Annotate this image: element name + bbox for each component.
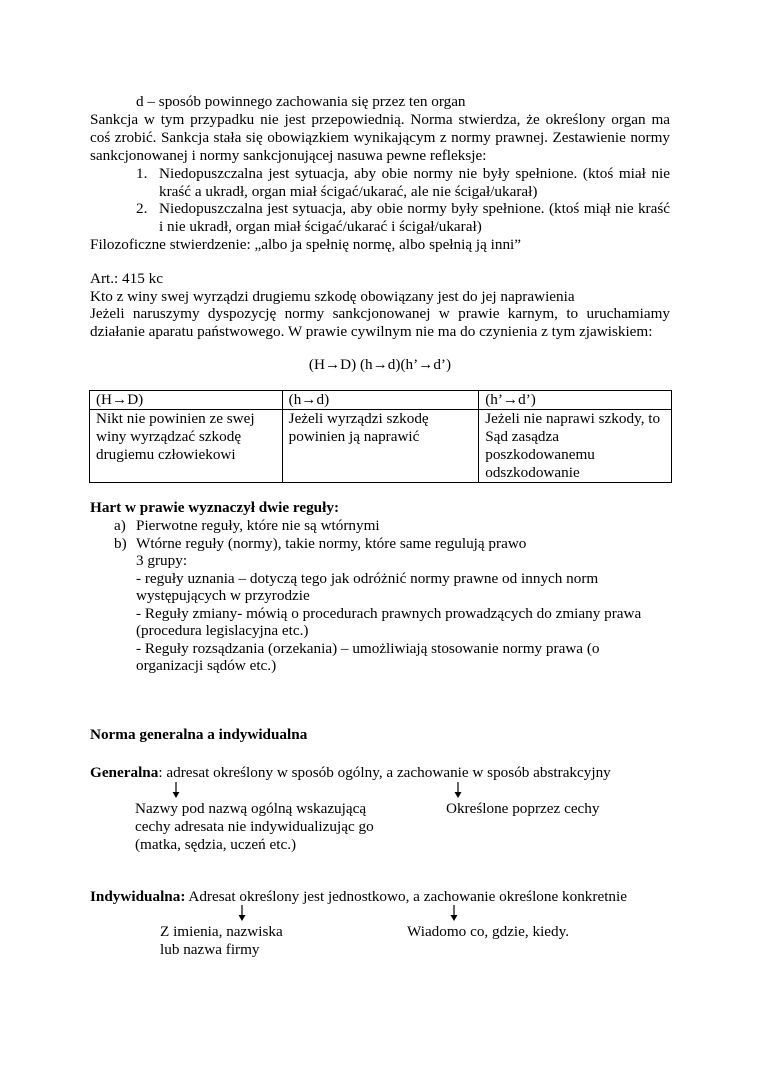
d-line: d – sposób powinnego zachowania się przez ten organ: [136, 93, 466, 110]
norm-table: [89, 390, 672, 483]
generalna-text: : adresat określony w sposób ogólny, a zachowanie w sposób abstrakcyjny: [158, 764, 611, 781]
down-arrow-icon: [171, 782, 181, 800]
hart-sub-line: występujących w przyrodzie: [136, 587, 310, 604]
indywidualna-label: Indywidualna:: [90, 888, 186, 905]
down-arrow-icon: [237, 905, 247, 923]
norma-heading: Norma generalna a indywidualna: [90, 726, 308, 743]
article-ref: Art.: 415 kc: [90, 270, 163, 287]
cell-line: drugiemu człowiekowi: [96, 446, 236, 463]
hart-sub-line: organizacji sądów etc.): [136, 657, 277, 674]
indywidualna-left-line: Z imienia, nazwiska: [160, 923, 283, 940]
article-line: Jeżeli naruszymy dyspozycję normy sankcjonowanej w prawie karnym, to uruchamiamy: [90, 305, 670, 322]
generalna-right: Określone poprzez cechy: [446, 800, 600, 817]
hart-heading: Hart w prawie wyznaczył dwie reguły:: [90, 499, 339, 516]
table-cell: [90, 410, 283, 483]
generalna-line: [90, 764, 611, 782]
article-paragraph: [90, 305, 670, 341]
philosophy-line: Filozoficzne stwierdzenie: „albo ja spełnię normę, albo spełnią ją inni”: [90, 236, 522, 253]
hart-b-label: b): [114, 535, 127, 552]
list-number: 2.: [136, 200, 148, 217]
table-header: (h’→d’): [479, 391, 672, 410]
table-cell: [282, 410, 479, 483]
cell-line: Jeżeli wyrządzi szkodę: [288, 410, 429, 427]
generalna-left-line: cechy adresata nie indywidualizując go: [135, 818, 374, 835]
table-row: [90, 410, 672, 483]
intro-paragraph: [90, 111, 670, 165]
generalna-label: Generalna: [90, 764, 159, 781]
hart-b-text: Wtórne reguły (normy), takie normy, które same regulują prawo: [136, 535, 527, 552]
hart-sub-line: 3 grupy:: [136, 552, 188, 569]
down-arrow-icon: [449, 905, 459, 923]
list-item-line: i nie ukradł, organ miał ścigać/ukarać i ścigał/ukarał): [159, 218, 482, 235]
list-item-line: Niedopuszczalna jest sytuacja, aby obie normy nie były spełnione. (ktoś miał nie: [159, 165, 670, 182]
article-text: Kto z winy swej wyrządzi drugiemu szkodę obowiązany jest do jej naprawienia: [90, 288, 575, 305]
table-header-row: [90, 391, 672, 410]
hart-sub-line: - Reguły zmiany- mówią o procedurach prawnych prowadzących do zmiany prawa: [136, 605, 642, 622]
indywidualna-text: Adresat określony jest jednostkowo, a zachowanie określone konkretnie: [185, 888, 627, 905]
cell-line: winy wyrządzać szkodę: [96, 428, 242, 445]
indywidualna-line: [90, 888, 627, 906]
cell-line: Sąd zasądza: [485, 428, 560, 445]
hart-a-label: a): [114, 517, 126, 534]
list-item-line: Niedopuszczalna jest sytuacja, aby obie normy były spełnione. (ktoś miął nie kraść: [159, 200, 670, 217]
cell-line: poszkodowanemu: [485, 446, 595, 463]
list-item: [159, 165, 670, 201]
intro-line: Sankcja w tym przypadku nie jest przepowiednią. Norma stwierdza, że określony organ ma: [90, 111, 670, 128]
cell-line: powinien ją naprawić: [288, 428, 420, 445]
generalna-left-line: (matka, sędzia, uczeń etc.): [135, 836, 297, 853]
indywidualna-right: Wiadomo co, gdzie, kiedy.: [407, 923, 570, 940]
hart-sub-line: (procedura legislacyjna etc.): [136, 622, 309, 639]
down-arrow-icon: [453, 782, 463, 800]
cell-line: Nikt nie powinien ze swej: [96, 410, 255, 427]
cell-line: odszkodowanie: [485, 464, 580, 481]
list-item-line: kraść a ukradł, organ miał ścigać/ukarać, ale nie ścigał/ukarał): [159, 183, 538, 200]
hart-sub-line: - reguły uznania – dotyczą tego jak odróżnić normy prawne od innych norm: [136, 570, 599, 587]
cell-line: Jeżeli nie naprawi szkody, to: [485, 410, 661, 427]
generalna-left-line: Nazwy pod nazwą ogólną wskazującą: [135, 800, 367, 817]
indywidualna-left-line: lub nazwa firmy: [160, 941, 260, 958]
article-line: działanie aparatu państwowego. W prawie cywilnym nie ma do czynienia z tym zjawiskiem:: [90, 323, 653, 340]
table-header: (h→d): [282, 391, 479, 410]
intro-line: sankcjonowanej i normy sankcjonującej nasuwa pewne refleksje:: [90, 147, 487, 164]
formula: (H→D) (h→d)(h’→d’): [308, 356, 452, 373]
hart-sub-line: - Reguły rozsądzania (orzekania) – umożliwiają stosowanie normy prawa (o: [136, 640, 600, 657]
table-cell: [479, 410, 672, 483]
hart-a-text: Pierwotne reguły, które nie są wtórnymi: [136, 517, 380, 534]
intro-line: coś zrobić. Sankcja stała się obowiązkiem wynikającym z normy prawnej. Zestawienie normy: [90, 129, 670, 146]
list-item: [159, 200, 670, 236]
list-number: 1.: [136, 165, 148, 182]
table-header: (H→D): [90, 391, 283, 410]
